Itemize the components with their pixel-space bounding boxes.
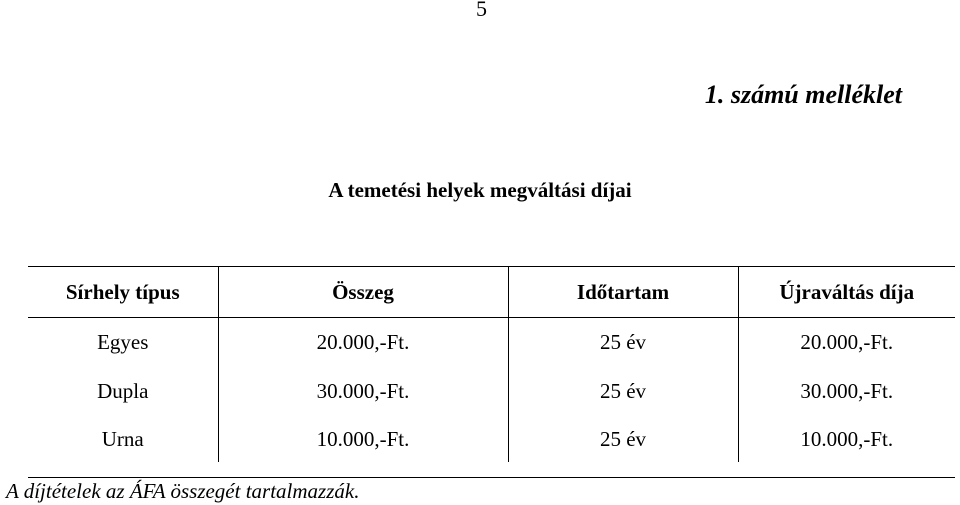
cell-plot-type: Urna: [101, 426, 144, 451]
cell-plot-type: Dupla: [97, 379, 149, 403]
table-row: [28, 367, 955, 416]
cell-renewal-fee: 20.000,-Ft.: [738, 318, 955, 368]
cell-renewal-fee: 30.000,-Ft.: [738, 367, 955, 416]
cell-amount: 10.000,-Ft.: [218, 416, 508, 462]
header-plot-type: Sírhely típus: [28, 267, 218, 318]
table-row: [28, 318, 955, 368]
header-renewal-fee: Újraváltás díja: [738, 267, 955, 318]
table-header-row: [28, 267, 955, 318]
annex-title: 1. számú melléklet: [704, 80, 902, 109]
cell-plot-type: Egyes: [97, 330, 149, 354]
cell-duration: 25 év: [508, 367, 738, 416]
cell-duration: 25 év: [508, 416, 738, 462]
footnote-text: A díjtételek az ÁFA összegét tartalmazzák.: [6, 479, 360, 503]
table-row: [28, 416, 955, 462]
cell-renewal-fee: 10.000,-Ft.: [738, 416, 955, 462]
footnote: [6, 477, 955, 505]
cell-amount: 20.000,-Ft.: [218, 318, 508, 368]
fee-table-title: A temetési helyek megváltási díjai: [328, 178, 632, 202]
fee-table: [28, 266, 955, 462]
page-number: 5: [476, 0, 487, 21]
header-duration: Időtartam: [508, 267, 738, 318]
header-amount: Összeg: [218, 267, 508, 318]
cell-duration: 25 év: [508, 318, 738, 368]
cell-amount: 30.000,-Ft.: [218, 367, 508, 416]
